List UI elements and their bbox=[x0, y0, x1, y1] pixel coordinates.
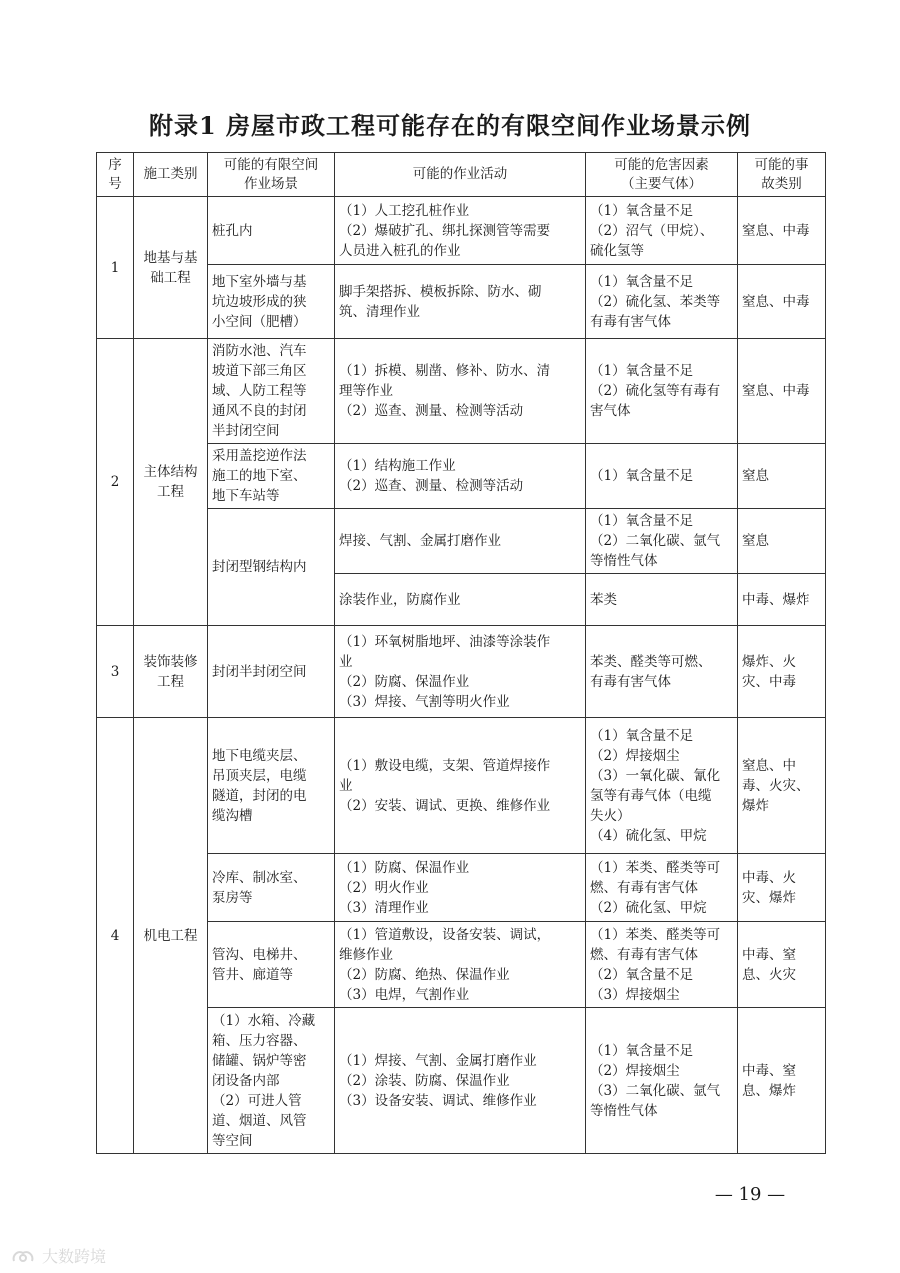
text-line: 主体结构 bbox=[143, 464, 198, 480]
accident-type bbox=[738, 718, 826, 854]
hazard-factor bbox=[586, 444, 738, 509]
hazard-factor bbox=[586, 265, 738, 339]
text-line: （2）防腐、绝热、保温作业 bbox=[339, 966, 510, 983]
text-line: 础工程 bbox=[150, 269, 191, 286]
table-row bbox=[97, 626, 826, 718]
workspace-scene bbox=[208, 444, 335, 509]
text-line: 毒、火灾、 bbox=[742, 777, 810, 794]
text-line: 息、火灾 bbox=[742, 966, 796, 983]
text-line: 中毒、窒 bbox=[742, 946, 796, 963]
text-line: 通风不良的封闭 bbox=[212, 403, 307, 419]
accident-type bbox=[738, 922, 826, 1008]
table-header-row bbox=[97, 153, 826, 197]
text-line: 序 bbox=[108, 156, 122, 173]
text-line: （1）苯类、醛类等可 bbox=[590, 926, 721, 943]
workspace-scene bbox=[208, 922, 335, 1008]
hazard-factor bbox=[586, 1008, 738, 1154]
text-line: 爆炸、火 bbox=[742, 653, 796, 670]
text-line: 灾、爆炸 bbox=[742, 889, 796, 906]
text-line: （1）苯类、醛类等可 bbox=[590, 859, 721, 876]
text-line: （3）设备安装、调试、维修作业 bbox=[339, 1092, 537, 1109]
text-line: （1）结构施工作业 bbox=[339, 458, 456, 474]
text-line: （3）焊接、气割等明火作业 bbox=[339, 693, 510, 710]
text-line: 半封闭空间 bbox=[212, 423, 280, 439]
workspace-scene bbox=[208, 509, 335, 626]
text-line: 地下电缆夹层、 bbox=[212, 747, 307, 764]
text-line: 业 bbox=[339, 653, 353, 670]
text-line: 故类别 bbox=[761, 175, 802, 192]
text-line: （2）焊接烟尘 bbox=[590, 747, 680, 764]
text-line: （2）硫化氢等有毒有 bbox=[590, 383, 721, 399]
table-row bbox=[97, 339, 826, 444]
accident-type bbox=[738, 574, 826, 626]
text-line: 桩孔内 bbox=[212, 222, 253, 239]
text-line: 等空间 bbox=[212, 1132, 253, 1149]
text-line: （3）电焊，气割作业 bbox=[339, 986, 470, 1003]
text-line: 工程 bbox=[157, 484, 184, 500]
text-line: 可能的作业活动 bbox=[412, 166, 508, 182]
text-line: 窒息 bbox=[742, 468, 769, 484]
text-line: 苯类 bbox=[590, 591, 617, 608]
text-line: 息、爆炸 bbox=[742, 1082, 796, 1099]
hazard-factor bbox=[586, 509, 738, 574]
text-line: （3）焊接烟尘 bbox=[590, 986, 680, 1003]
text-line: 小空间（肥槽） bbox=[212, 313, 307, 330]
text-line: 箱、压力容器、 bbox=[212, 1032, 307, 1049]
work-activity bbox=[335, 718, 586, 854]
text-line: 地下车站等 bbox=[212, 488, 280, 504]
text-line: 等惰性气体 bbox=[590, 553, 658, 569]
header-seq bbox=[97, 153, 134, 197]
text-line: 工程 bbox=[157, 673, 184, 690]
text-line: 道、烟道、风管 bbox=[212, 1112, 307, 1129]
text-line: 人员进入桩孔的作业 bbox=[339, 242, 461, 259]
text-line: 地下室外墙与基 bbox=[212, 273, 307, 290]
work-activity bbox=[335, 574, 586, 626]
text-line: 业 bbox=[339, 777, 353, 794]
workspace-scene bbox=[208, 339, 335, 444]
text-line: （3）一氧化碳、氰化 bbox=[590, 767, 721, 784]
construction-category bbox=[134, 718, 208, 1154]
work-activity bbox=[335, 922, 586, 1008]
text-line: 施工类别 bbox=[143, 166, 198, 182]
accident-type bbox=[738, 1008, 826, 1154]
text-line: 爆炸 bbox=[742, 797, 769, 814]
work-activity bbox=[335, 1008, 586, 1154]
work-activity bbox=[335, 509, 586, 574]
workspace-scene bbox=[208, 854, 335, 922]
text-line: 氢等有毒气体（电缆 bbox=[590, 787, 712, 804]
row-number: 2 bbox=[97, 339, 134, 626]
workspace-scene bbox=[208, 265, 335, 339]
text-line: 有毒有害气体 bbox=[590, 313, 671, 330]
text-line: 缆沟槽 bbox=[212, 807, 253, 824]
text-line: （1）氧含量不足 bbox=[590, 363, 694, 379]
table-row bbox=[97, 718, 826, 854]
text-line: （1）氧含量不足 bbox=[590, 727, 694, 744]
text-line: （2）硫化氢、甲烷 bbox=[590, 899, 707, 916]
header-category bbox=[134, 153, 208, 197]
text-line: 域、人防工程等 bbox=[212, 383, 307, 399]
text-line: （1）环氧树脂地坪、油漆等涂装作 bbox=[339, 633, 551, 650]
accident-type bbox=[738, 626, 826, 718]
text-line: 储罐、锅炉等密 bbox=[212, 1052, 307, 1069]
text-line: 脚手架搭拆、模板拆除、防水、砌 bbox=[339, 283, 542, 300]
text-line: 机电工程 bbox=[143, 927, 198, 944]
workspace-scene bbox=[208, 1008, 335, 1154]
text-line: 维修作业 bbox=[339, 946, 393, 963]
text-line: 中毒、爆炸 bbox=[742, 591, 810, 608]
text-line: 封闭半封闭空间 bbox=[212, 663, 307, 680]
watermark-text: 大数跨境 bbox=[42, 1247, 107, 1266]
hazard-factor bbox=[586, 718, 738, 854]
work-activity bbox=[335, 197, 586, 265]
text-line: 硫化氢等 bbox=[590, 242, 644, 259]
work-activity bbox=[335, 626, 586, 718]
text-line: 窒息、中 bbox=[742, 757, 796, 774]
text-line: （2）安装、调试、更换、维修作业 bbox=[339, 797, 551, 814]
text-line: （1）人工挖孔桩作业 bbox=[339, 202, 470, 219]
text-line: 装饰装修 bbox=[143, 653, 198, 670]
page-title: 附录1 房屋市政工程可能存在的有限空间作业场景示例 bbox=[148, 111, 752, 140]
text-line: （1）氧含量不足 bbox=[590, 202, 694, 219]
hazard-factor bbox=[586, 626, 738, 718]
text-line: （2）爆破扩孔、绑扎探测管等需要 bbox=[339, 222, 551, 239]
accident-type bbox=[738, 509, 826, 574]
row-number: 1 bbox=[97, 197, 134, 339]
text-line: 等惰性气体 bbox=[590, 1102, 658, 1119]
text-line: 隧道，封闭的电 bbox=[212, 787, 307, 804]
text-line: 燃、有毒有害气体 bbox=[590, 946, 698, 963]
text-line: （1）氧含量不足 bbox=[590, 468, 694, 484]
text-line: 消防水池、汽车 bbox=[212, 343, 307, 359]
text-line: 作业场景 bbox=[244, 175, 298, 192]
work-activity bbox=[335, 265, 586, 339]
workspace-scene bbox=[208, 718, 335, 854]
header-accident bbox=[738, 153, 826, 197]
scenario-table bbox=[96, 152, 826, 1154]
text-line: （2）焊接烟尘 bbox=[590, 1062, 680, 1079]
hazard-factor bbox=[586, 854, 738, 922]
hazard-factor bbox=[586, 197, 738, 265]
text-line: 可能的事 bbox=[754, 156, 809, 173]
text-line: （1）氧含量不足 bbox=[590, 273, 694, 290]
header-scene bbox=[208, 153, 335, 197]
hazard-factor bbox=[586, 339, 738, 444]
text-line: 坡道下部三角区 bbox=[212, 363, 307, 379]
text-line: 施工的地下室、 bbox=[212, 468, 307, 484]
text-line: （2）硫化氢、苯类等 bbox=[590, 293, 721, 310]
text-line: （1）拆模、剔凿、修补、防水、清 bbox=[339, 363, 551, 379]
text-line: 吊顶夹层，电缆 bbox=[212, 767, 307, 784]
workspace-scene bbox=[208, 197, 335, 265]
text-line: 苯类、醛类等可燃、 bbox=[590, 653, 712, 670]
text-line: （2）沼气（甲烷）、 bbox=[590, 222, 714, 239]
text-line: 中毒、窒 bbox=[742, 1062, 796, 1079]
text-line: 闭设备内部 bbox=[212, 1072, 280, 1089]
text-line: （1）敷设电缆，支架、管道焊接作 bbox=[339, 757, 551, 774]
accident-type bbox=[738, 444, 826, 509]
text-line: （3）清理作业 bbox=[339, 899, 429, 916]
text-line: （2）明火作业 bbox=[339, 879, 429, 896]
header-hazard bbox=[586, 153, 738, 197]
work-activity bbox=[335, 339, 586, 444]
accident-type bbox=[738, 854, 826, 922]
text-line: （1）水箱、冷藏 bbox=[212, 1012, 316, 1029]
text-line: 涂装作业，防腐作业 bbox=[339, 591, 461, 608]
text-line: 窒息 bbox=[742, 533, 769, 549]
text-line: （2）可进人管 bbox=[212, 1092, 302, 1109]
text-line: 管沟、电梯井、 bbox=[212, 946, 307, 963]
text-line: 可能的危害因素 bbox=[614, 156, 709, 173]
text-line: 坑边坡形成的狭 bbox=[212, 293, 307, 310]
accident-type bbox=[738, 197, 826, 265]
accident-type bbox=[738, 339, 826, 444]
text-line: （2）二氧化碳、氩气 bbox=[590, 533, 721, 549]
text-line: 焊接、气割、金属打磨作业 bbox=[339, 533, 501, 549]
text-line: 地基与基 bbox=[143, 249, 198, 266]
text-line: （1）防腐、保温作业 bbox=[339, 859, 470, 876]
header-activity bbox=[335, 153, 586, 197]
text-line: 燃、有毒有害气体 bbox=[590, 879, 698, 896]
watermark-logo-icon bbox=[10, 1247, 36, 1265]
text-line: （2）涂装、防腐、保温作业 bbox=[339, 1072, 510, 1089]
construction-category bbox=[134, 626, 208, 718]
text-line: 有毒有害气体 bbox=[590, 673, 671, 690]
text-line: 灾、中毒 bbox=[742, 673, 796, 690]
hazard-factor bbox=[586, 574, 738, 626]
accident-type bbox=[738, 265, 826, 339]
text-line: 中毒、火 bbox=[742, 869, 796, 886]
text-line: 封闭型钢结构内 bbox=[212, 559, 307, 575]
text-line: 可能的有限空间 bbox=[223, 156, 319, 173]
text-line: 失火） bbox=[590, 807, 631, 824]
work-activity bbox=[335, 444, 586, 509]
text-line: （1）氧含量不足 bbox=[590, 1042, 694, 1059]
workspace-scene bbox=[208, 626, 335, 718]
text-line: 害气体 bbox=[590, 403, 631, 419]
text-line: （2）巡查、测量、检测等活动 bbox=[339, 403, 524, 419]
text-line: 窒息、中毒 bbox=[742, 222, 810, 239]
text-line: 筑、清理作业 bbox=[339, 303, 420, 320]
text-line: 管井、廊道等 bbox=[212, 966, 293, 983]
hazard-factor bbox=[586, 922, 738, 1008]
text-line: （2）氧含量不足 bbox=[590, 966, 694, 983]
text-line: 窒息、中毒 bbox=[742, 383, 810, 399]
text-line: （1）管道敷设，设备安装、调试， bbox=[339, 926, 551, 943]
text-line: 号 bbox=[108, 175, 122, 192]
text-line: （4）硫化氢、甲烷 bbox=[590, 827, 707, 844]
text-line: （3）二氧化碳、氩气 bbox=[590, 1082, 721, 1099]
text-line: （2）防腐、保温作业 bbox=[339, 673, 470, 690]
text-line: （1）焊接、气割、金属打磨作业 bbox=[339, 1052, 537, 1069]
watermark bbox=[10, 1244, 106, 1267]
text-line: （1）氧含量不足 bbox=[590, 513, 694, 529]
row-number: 4 bbox=[97, 718, 134, 1154]
text-line: 窒息、中毒 bbox=[742, 293, 810, 310]
text-line: 采用盖挖逆作法 bbox=[212, 448, 307, 464]
row-number: 3 bbox=[97, 626, 134, 718]
text-line: 冷库、制冰室、 bbox=[212, 869, 307, 886]
text-line: （主要气体） bbox=[621, 175, 702, 192]
text-line: （2）巡查、测量、检测等活动 bbox=[339, 478, 524, 494]
text-line: 泵房等 bbox=[212, 889, 253, 906]
table-row bbox=[97, 197, 826, 265]
page-number: — 19 — bbox=[714, 1184, 786, 1205]
construction-category bbox=[134, 339, 208, 626]
text-line: 理等作业 bbox=[339, 383, 393, 399]
construction-category bbox=[134, 197, 208, 339]
work-activity bbox=[335, 854, 586, 922]
